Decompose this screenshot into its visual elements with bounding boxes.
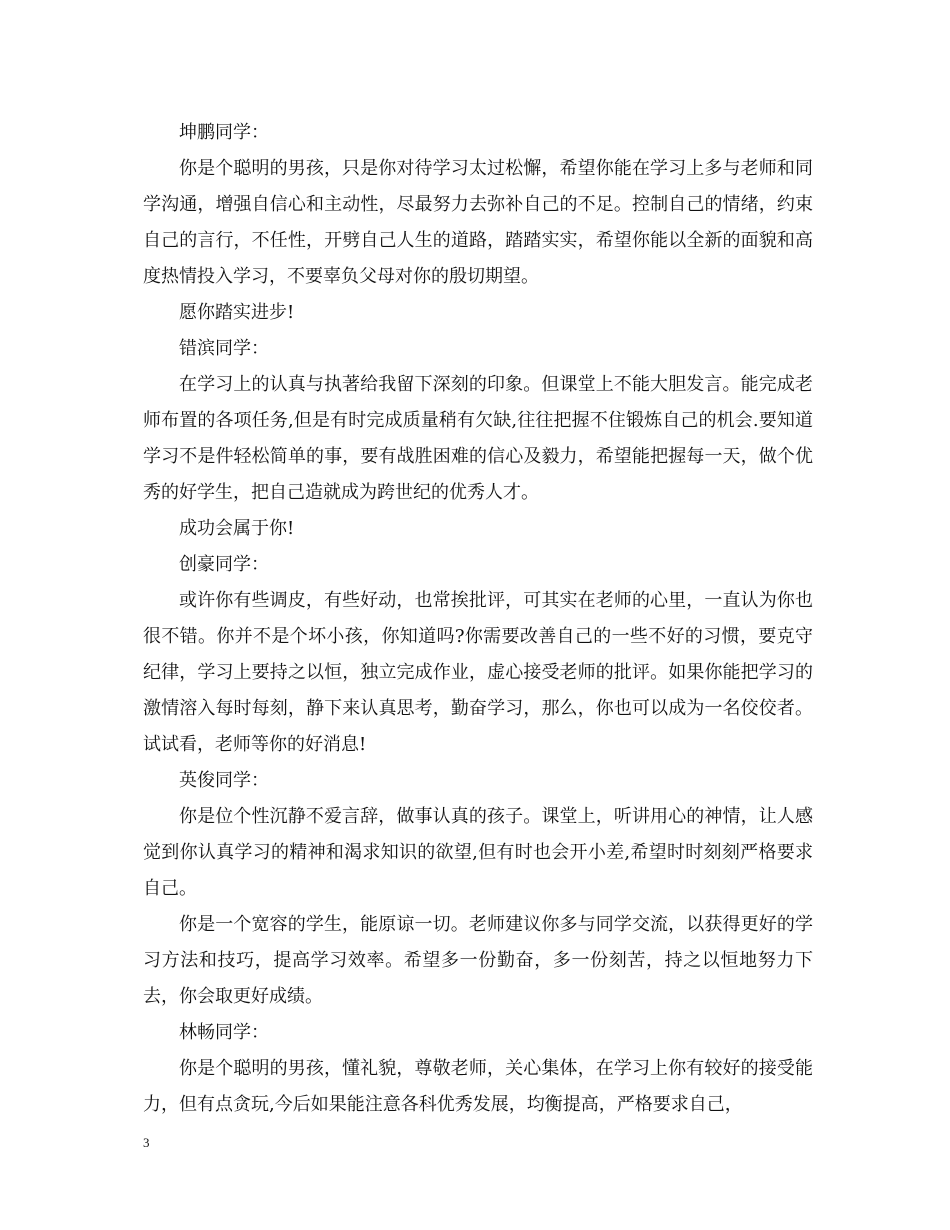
salutation-chuanghao: 创豪同学：	[179, 554, 269, 575]
closing-cuobin: 成功会属于你!	[179, 518, 295, 539]
comment-cuobin: 在学习上的认真与执著给我留下深刻的印象。但课堂上不能大胆发言。能完成老师布置的各项任务,但是有时完成质量稍有欠缺,往往把握不住锻炼自己的机会.要知道学习不是件轻松简单的事，要有战胜困难的信心及毅力，希望能把握每一天，做个优秀的好学生，把自己造就成为跨世纪的优秀人才。	[143, 374, 813, 503]
comment-yingjun: 你是位个性沉静不爱言辞，做事认真的孩子。课堂上，听讲用心的神情，让人感觉到你认真学习的精神和渴求知识的欲望,但有时也会开小差,希望时时刻刻严格要求自己。	[143, 806, 813, 899]
salutation-yingjun: 英俊同学：	[179, 770, 269, 791]
comment-chuanghao: 或许你有些调皮，有些好动，也常挨批评，可其实在老师的心里，一直认为你也很不错。你并不是个坏小孩，你知道吗?你需要改善自己的一些不好的习惯，要克守纪律，学习上要持之以恒，独立完成作业，虚心接受老师的批评。如果你能把学习的激情溶入每时每刻，静下来认真思考，勤奋学习，那么，你也可以成为一名佼佼者。试试看，老师等你的好消息!	[143, 590, 813, 755]
comment-kunpeng: 你是个聪明的男孩，只是你对待学习太过松懈，希望你能在学习上多与老师和同学沟通，增强自信心和主动性，尽最努力去弥补自己的不足。控制自己的情绪，约束自己的言行，不任性，开劈自己人生的道路，踏踏实实，希望你能以全新的面貌和高度热情投入学习，不要辜负父母对你的殷切期望。	[143, 158, 813, 287]
comment-linchang: 你是个聪明的男孩，懂礼貌，尊敬老师，关心集体，在学习上你有较好的接受能力，但有点贪玩,今后如果能注意各科优秀发展，均衡提高，严格要求自己，	[143, 1058, 813, 1115]
salutation-cuobin: 错滨同学：	[179, 338, 269, 359]
closing-kunpeng: 愿你踏实进步!	[179, 302, 295, 323]
salutation-linchang: 林畅同学：	[179, 1022, 269, 1043]
salutation-kunpeng: 坤鹏同学：	[179, 122, 269, 143]
comment-tolerant-student: 你是一个宽容的学生，能原谅一切。老师建议你多与同学交流，以获得更好的学习方法和技巧，提高学习效率。希望多一份勤奋，多一份刻苦，持之以恒地努力下去，你会取更好成绩。	[143, 914, 813, 1007]
document-body	[143, 115, 813, 1123]
page-number: 3	[143, 1135, 150, 1150]
